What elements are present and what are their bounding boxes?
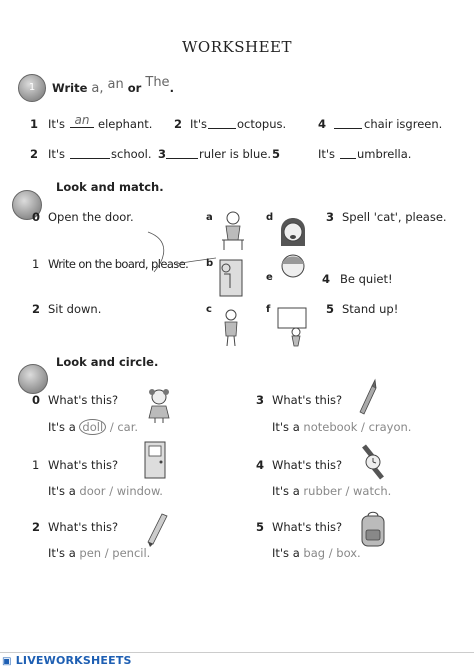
item-number: 4 <box>322 272 331 286</box>
answer-line: It's a rubber / watch. <box>272 484 392 498</box>
item-number: 5 <box>326 302 335 316</box>
item-text: chair isgreen. <box>364 117 443 131</box>
item-text: Open the door. <box>48 210 134 224</box>
boy-standing-image <box>216 308 246 348</box>
item-text: Write on the board, please. <box>48 257 189 271</box>
answer-line: It's a bag / box. <box>272 546 361 560</box>
option-the: The <box>145 75 170 90</box>
section-1-badge: 1 <box>18 74 46 102</box>
option-box[interactable]: box. <box>336 546 361 560</box>
item-number: 3 <box>326 210 335 224</box>
item-text: It's <box>318 147 336 161</box>
section-3-badge <box>18 364 48 394</box>
question-text: What's this? <box>272 393 343 407</box>
pencil-icon <box>144 508 170 548</box>
footer-bar <box>0 652 474 669</box>
option-pencil[interactable]: pencil. <box>112 546 151 560</box>
option-crayon[interactable]: crayon. <box>368 420 412 434</box>
brand-logo[interactable]: ▣ LIVEWORKSHEETS <box>2 654 132 667</box>
item-text: octopus. <box>237 117 287 131</box>
doll-icon <box>144 388 174 424</box>
answer-blank-1[interactable]: an <box>70 113 94 128</box>
item-text: school. <box>111 147 152 161</box>
answer-blank-2[interactable] <box>208 117 236 129</box>
item-text: It's <box>190 117 208 131</box>
answer-line: It's a notebook / crayon. <box>272 420 412 434</box>
item-number: 1 <box>32 458 40 472</box>
boy-sitting-image <box>216 210 250 252</box>
girl-face-image <box>276 212 310 252</box>
crayon-icon <box>354 378 380 418</box>
item-text: umbrella. <box>357 147 412 161</box>
section-1-heading: Write a, an or The. <box>52 75 174 96</box>
option-pen[interactable]: pen <box>79 546 102 560</box>
letter-b: b <box>206 258 214 269</box>
girl-face-2-image <box>276 252 310 280</box>
option-notebook[interactable]: notebook <box>303 420 358 434</box>
item-text: It's <box>48 117 66 131</box>
answer-blank-4[interactable] <box>70 147 110 159</box>
item-number: 5 <box>272 147 281 161</box>
option-watch[interactable]: watch. <box>353 484 392 498</box>
item-number: 0 <box>32 210 41 224</box>
item-number: 4 <box>256 458 265 472</box>
question-text: What's this? <box>48 458 119 472</box>
item-text: Stand up! <box>342 302 399 316</box>
letter-e: e <box>266 272 273 283</box>
option-window[interactable]: window. <box>116 484 163 498</box>
page-title: WORKSHEET <box>182 38 292 56</box>
answer-blank-3[interactable] <box>334 117 362 129</box>
answer-blank-5[interactable] <box>166 147 198 159</box>
item-number: 1 <box>30 117 39 131</box>
question-text: What's this? <box>272 520 343 534</box>
letter-a: a <box>206 212 213 223</box>
option-door[interactable]: door <box>79 484 106 498</box>
section-2-heading: Look and match. <box>56 180 164 194</box>
item-number: 4 <box>318 117 327 131</box>
question-text: What's this? <box>272 458 343 472</box>
board-image <box>276 306 308 348</box>
option-an: an <box>107 77 124 92</box>
letter-c: c <box>206 304 212 315</box>
item-number: 0 <box>32 393 41 407</box>
answer-blank-6[interactable] <box>340 147 356 159</box>
door-image <box>216 258 248 298</box>
letter-d: d <box>266 212 274 223</box>
item-text: Spell 'cat', please. <box>342 210 447 224</box>
option-doll[interactable]: doll <box>79 419 106 435</box>
item-text: Sit down. <box>48 302 102 316</box>
question-text: What's this? <box>48 393 119 407</box>
item-number: 3 <box>158 147 167 161</box>
answer-line: It's a pen / pencil. <box>48 546 151 560</box>
question-text: What's this? <box>48 520 119 534</box>
item-text: ruler is blue. <box>199 147 272 161</box>
section-3-heading: Look and circle. <box>56 355 159 369</box>
letter-f: f <box>266 304 271 315</box>
item-text: It's <box>48 147 66 161</box>
option-a: a, <box>91 81 104 96</box>
item-number: 2 <box>32 520 41 534</box>
item-number: 2 <box>30 147 39 161</box>
watch-icon <box>358 442 388 482</box>
item-number: 2 <box>174 117 183 131</box>
item-number: 2 <box>32 302 41 316</box>
option-car[interactable]: car. <box>117 420 139 434</box>
door-icon <box>142 440 168 480</box>
bag-icon <box>358 510 388 550</box>
item-number: 5 <box>256 520 265 534</box>
match-line <box>120 228 230 278</box>
item-number: 3 <box>256 393 265 407</box>
option-bag[interactable]: bag <box>303 546 326 560</box>
option-rubber[interactable]: rubber <box>303 484 342 498</box>
item-text: Be quiet! <box>340 272 393 286</box>
answer-line: It's a door / window. <box>48 484 163 498</box>
item-text: elephant. <box>98 117 153 131</box>
item-number: 1 <box>32 257 40 271</box>
answer-line: It's a doll / car. <box>48 420 139 434</box>
